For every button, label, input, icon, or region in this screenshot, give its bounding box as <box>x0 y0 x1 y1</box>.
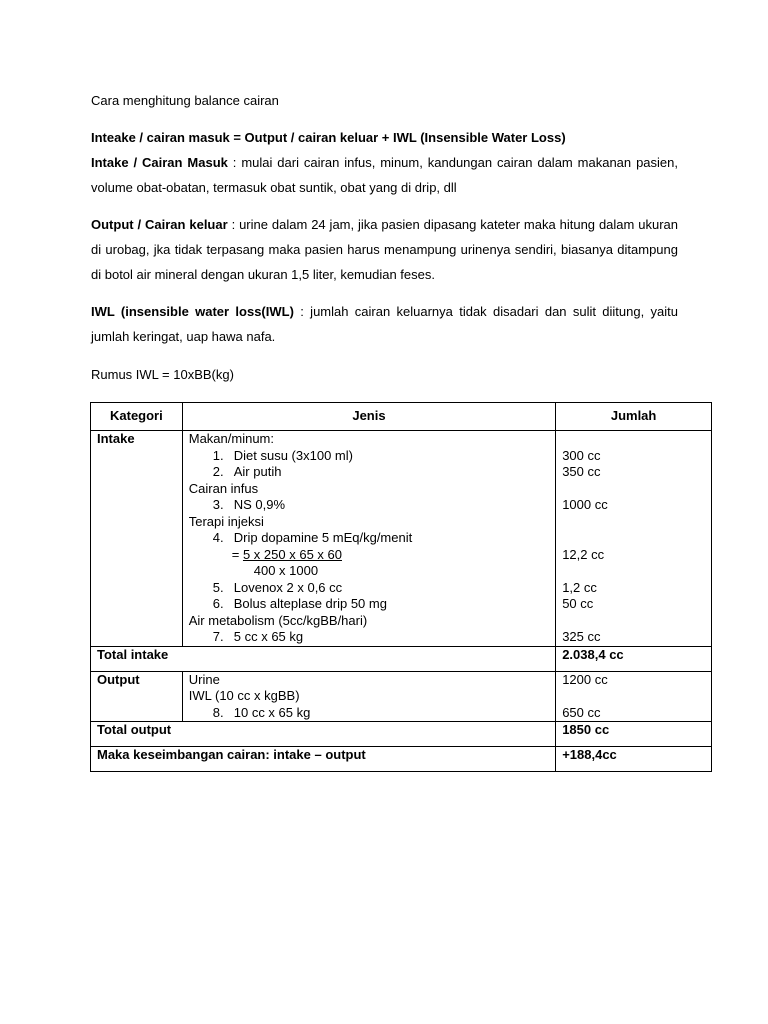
output-item: Urine <box>188 671 220 687</box>
intake-item <box>189 596 549 613</box>
equation-text: Inteake / cairan masuk = Output / cairan keluar + IWL (Insensible Water Loss) <box>91 130 566 145</box>
output-items <box>182 671 555 722</box>
item-text: Bolus alteplase drip 50 mg <box>233 596 387 611</box>
intake-amount <box>562 613 705 630</box>
balance-amount: +188,4cc <box>556 747 712 772</box>
output-term: Output / Cairan keluar <box>91 217 228 232</box>
intake-item <box>189 530 549 547</box>
intake-label: Intake <box>91 431 183 647</box>
total-intake-label: Total intake <box>91 646 556 671</box>
item-number: 3. <box>212 497 224 512</box>
intake-item <box>189 497 549 514</box>
intake-item: Cairan infus <box>188 480 259 496</box>
paragraph-output-definition <box>91 212 678 287</box>
balance-label: Maka keseimbangan cairan: intake – output <box>91 747 556 772</box>
total-intake-row <box>91 646 712 671</box>
intake-item <box>189 580 549 597</box>
formula-prefix: = <box>231 546 243 562</box>
intake-amount <box>562 563 705 580</box>
iwl-term: IWL (insensible water loss(IWL) <box>91 304 294 319</box>
intake-amount: 325 cc <box>562 629 601 644</box>
output-row <box>91 671 712 722</box>
total-output-row <box>91 722 712 747</box>
intake-item: Makan/minum: <box>188 431 274 446</box>
intake-amount: 1,2 cc <box>562 579 597 595</box>
item-text: 10 cc x 65 kg <box>233 704 311 720</box>
balance-row <box>91 747 712 772</box>
output-label: Output <box>91 671 183 722</box>
intake-amount: 50 cc <box>562 596 594 611</box>
intake-item: Air metabolism (5cc/kgBB/hari) <box>188 612 368 628</box>
total-output-amount: 1850 cc <box>556 722 712 747</box>
item-text: 5 cc x 65 kg <box>233 629 304 644</box>
item-text: Drip dopamine 5 mEq/kg/menit <box>233 530 413 545</box>
iwl-formula: Rumus IWL = 10xBB(kg) <box>91 367 234 382</box>
item-text: Air putih <box>233 464 282 479</box>
iwl-description: : jumlah cairan keluarnya tidak disadari dan sulit diitung, yaitu jumlah keringat, uap hawa nafa. <box>91 304 678 344</box>
output-amount: 1200 cc <box>562 671 608 687</box>
item-number: 6. <box>212 596 224 611</box>
intake-amount: 1000 cc <box>562 497 608 512</box>
document-title: Cara menghitung balance cairan <box>91 93 279 108</box>
item-text: Lovenox 2 x 0,6 cc <box>233 579 343 595</box>
intake-term: Intake / Cairan Masuk <box>91 155 228 170</box>
intake-item <box>189 448 549 465</box>
intake-amount <box>562 530 705 547</box>
fluid-balance-table <box>90 402 712 772</box>
intake-row <box>91 431 712 647</box>
intake-amount: 12,2 cc <box>562 546 605 562</box>
intake-amount <box>562 514 705 531</box>
intake-amount: 300 cc <box>562 447 601 463</box>
item-number: 4. <box>212 530 224 545</box>
intake-amount <box>562 431 705 448</box>
intake-description: : mulai dari cairan infus, minum, kandungan cairan dalam makanan pasien, volume obat-obatan, termasuk obat suntik, obat yang di drip, dll <box>91 155 678 195</box>
header-kategori: Kategori <box>91 403 183 431</box>
table-header-row <box>91 403 712 431</box>
item-number: 8. <box>212 704 224 720</box>
intake-item: Terapi injeksi <box>188 513 264 529</box>
total-output-label: Total output <box>91 722 556 747</box>
item-number: 7. <box>212 629 224 644</box>
item-number: 1. <box>212 447 224 463</box>
paragraph-intake-definition <box>91 125 678 200</box>
intake-amount <box>562 481 705 498</box>
item-number: 2. <box>212 464 224 479</box>
total-intake-amount: 2.038,4 cc <box>556 646 712 671</box>
header-jenis: Jenis <box>182 403 555 431</box>
intake-item <box>189 629 549 646</box>
output-amount <box>562 688 705 705</box>
formula-numerator: 5 x 250 x 65 x 60 <box>242 546 342 562</box>
item-number: 5. <box>212 579 224 595</box>
header-jumlah: Jumlah <box>556 403 712 431</box>
paragraph-iwl-definition <box>91 299 678 349</box>
intake-item <box>189 464 549 481</box>
item-text: Diet susu (3x100 ml) <box>233 447 353 463</box>
output-item <box>189 705 549 722</box>
output-amounts <box>556 671 712 722</box>
intake-items <box>182 431 555 647</box>
item-text: NS 0,9% <box>233 497 286 512</box>
intake-amount: 350 cc <box>562 464 601 479</box>
output-amount: 650 cc <box>562 704 601 720</box>
output-description: : urine dalam 24 jam, jika pasien dipasang kateter maka hitung dalam ukuran di urobag, jka tidak terpasang maka pasien harus menampung urinenya sendiri, biasanya ditampung di botol air mineral dengan ukuran 1,5 liter, kemudian feses. <box>91 217 678 282</box>
formula-denominator: 400 x 1000 <box>253 563 319 578</box>
intake-item <box>189 547 549 564</box>
intake-amounts <box>556 431 712 647</box>
output-item: IWL (10 cc x kgBB) <box>188 688 300 703</box>
